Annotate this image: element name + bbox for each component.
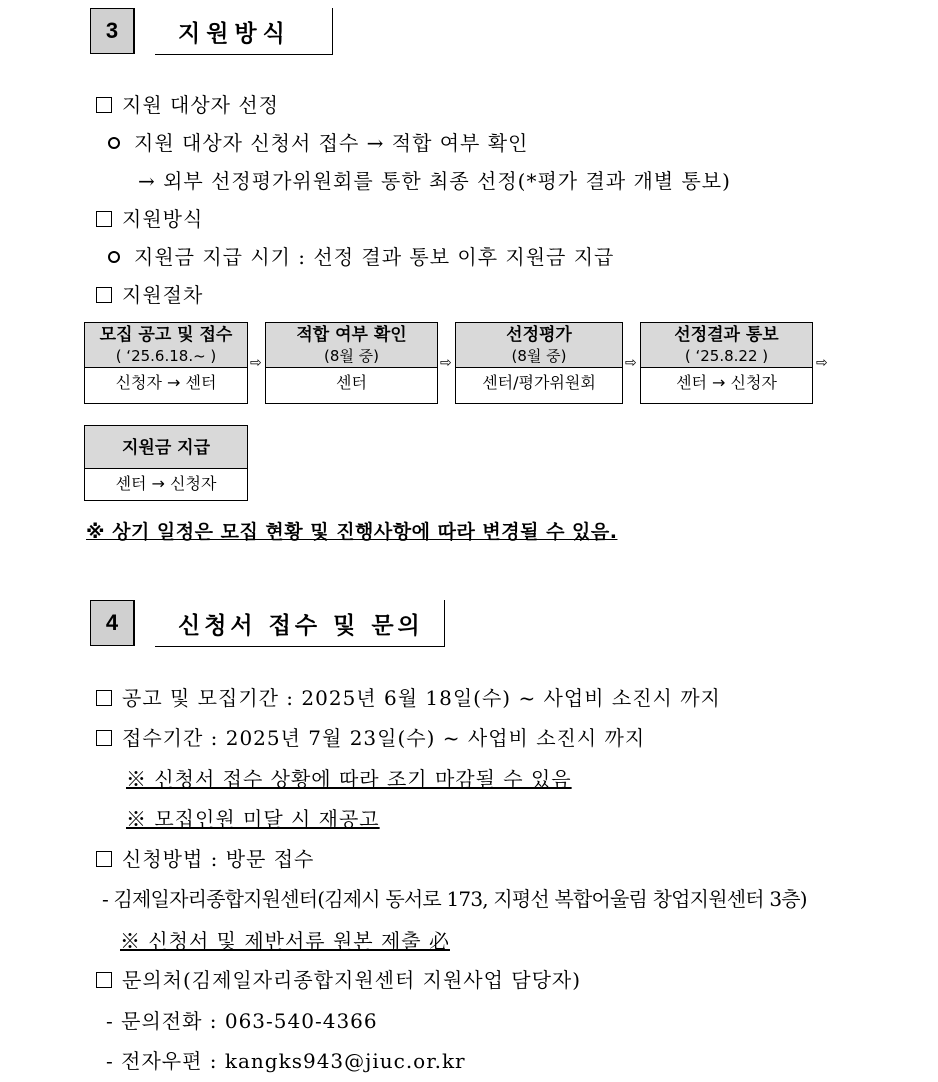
section-4-title: 신청서 접수 및 문의	[178, 613, 424, 639]
contact-email: - 전자우편 : kangks943@jiuc.or.kr	[106, 1049, 466, 1073]
list-item: 지원 대상자 신청서 접수 → 적합 여부 확인	[108, 130, 528, 156]
notice-item: ※ 모집인원 미달 시 재공고	[126, 807, 380, 831]
flow-step-actor: 센터 → 신청자	[115, 474, 217, 493]
flow-step-5	[84, 425, 248, 501]
flow-step-actor: 센터 → 신청자	[676, 373, 777, 392]
flow-arrow-icon: ⇨	[440, 355, 452, 371]
flow-arrow-icon: ⇨	[250, 355, 262, 371]
flow-step-title: 적합 여부 확인	[296, 325, 407, 345]
list-item: 지원절차	[96, 282, 203, 308]
notice-item: ※ 신청서 및 제반서류 원본 제출 必	[120, 929, 450, 953]
list-item: → 외부 선정평가위원회를 통한 최종 선정(*평가 결과 개별 통보)	[138, 169, 731, 193]
flow-step-title: 선정결과 통보	[674, 325, 779, 345]
flow-step-title: 지원금 지급	[121, 437, 211, 458]
flow-step-title: 모집 공고 및 접수	[99, 325, 233, 345]
checkbox-square-icon	[96, 97, 112, 113]
section-3-number: 3	[90, 8, 134, 54]
list-item: 지원금 지급 시기 : 선정 결과 통보 이후 지원금 지급	[108, 244, 614, 270]
flow-arrow-icon: ⇨	[625, 355, 637, 371]
flow-step-date: (8월 중)	[511, 347, 567, 365]
flow-step-3	[455, 322, 623, 404]
checkbox-square-icon	[96, 730, 112, 746]
list-item: 신청방법 : 방문 접수	[96, 846, 314, 872]
section-3-underline	[155, 54, 333, 55]
flow-step-date: ( ‘25.8.22 )	[684, 347, 769, 365]
flow-step-date: ( ‘25.6.18.~ )	[115, 347, 217, 365]
section-4-divider	[134, 600, 135, 646]
section-3-title: 지원방식	[178, 21, 291, 47]
section-4-underline	[155, 646, 445, 647]
circle-bullet-icon	[108, 251, 120, 263]
checkbox-square-icon	[96, 972, 112, 988]
section-4-rightline	[444, 600, 445, 647]
checkbox-square-icon	[96, 851, 112, 867]
section-3-divider	[134, 8, 135, 54]
checkbox-square-icon	[96, 690, 112, 706]
flow-step-actor: 신청자 → 센터	[115, 373, 217, 392]
flow-step-date: (8월 중)	[324, 347, 379, 365]
contact-phone: - 문의전화 : 063-540-4366	[106, 1009, 378, 1033]
flow-arrow-icon: ⇨	[816, 355, 828, 371]
flow-step-1	[84, 322, 248, 404]
checkbox-square-icon	[96, 287, 112, 303]
list-item: 지원 대상자 선정	[96, 92, 279, 118]
list-item: 공고 및 모집기간 : 2025년 6월 18일(수) ~ 사업비 소진시 까지	[96, 685, 721, 711]
notice-item: ※ 신청서 접수 상황에 따라 조기 마감될 수 있음	[126, 767, 572, 791]
flow-step-actor: 센터/평가위원회	[482, 373, 596, 392]
checkbox-square-icon	[96, 211, 112, 227]
list-item: 문의처(김제일자리종합지원센터 지원사업 담당자)	[96, 967, 581, 993]
flow-step-actor: 센터	[336, 373, 367, 392]
list-item: 접수기간 : 2025년 7월 23일(수) ~ 사업비 소진시 까지	[96, 725, 645, 751]
flow-step-2	[265, 322, 438, 404]
list-item: - 김제일자리종합지원센터(김제시 동서로 173, 지평선 복합어울림 창업지원센터 3층)	[102, 887, 807, 911]
circle-bullet-icon	[108, 137, 120, 149]
flow-step-title: 선정평가	[506, 325, 572, 345]
section-3-rightline	[332, 8, 333, 55]
section-4-number: 4	[90, 600, 134, 646]
schedule-change-note: ※ 상기 일정은 모집 현황 및 진행사항에 따라 변경될 수 있음.	[86, 521, 618, 543]
list-item: 지원방식	[96, 206, 203, 232]
flow-step-4	[640, 322, 813, 404]
